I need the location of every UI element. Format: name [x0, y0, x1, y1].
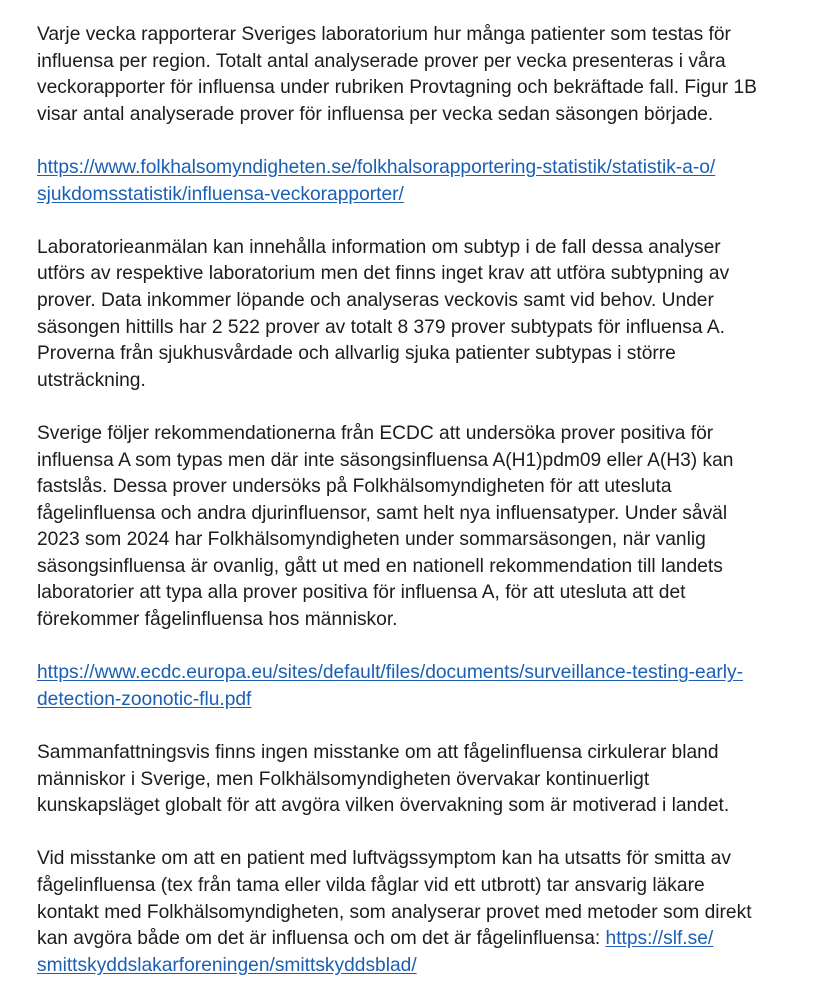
link-slf-smittskyddsblad[interactable]: https://slf.se/ [605, 928, 714, 950]
link-line[interactable]: https://www.ecdc.europa.eu/sites/default/files/documents/surveillance-testing-early- [37, 662, 744, 684]
text-line: kontakt med Folkhälsomyndigheten, som analyserar provet med metoder som direkt [37, 901, 752, 923]
text-line: Vid misstanke om att en patient med luftvägssymptom kan ha utsatts för smitta av [37, 848, 731, 870]
text-fragment: kan avgöra både om det är influensa och om det är fågelinfluensa: [37, 928, 606, 950]
link-ecdc-surveillance-pdf[interactable] [37, 660, 817, 713]
text-line: utsträckning. [37, 369, 146, 391]
text-line: fastslås. Dessa prover undersöks på Folkhälsomyndigheten för att utesluta [37, 476, 672, 498]
text-line: kunskapsläget globalt för att avgöra vilken övervakning som är motiverad i landet. [37, 795, 730, 817]
paragraph-subtyping [37, 235, 817, 395]
text-line: Sverige följer rekommendationerna från ECDC att undersöka prover positiva för [37, 422, 714, 444]
text-line: fågelinfluensa och andra djurinfluensor, samt helt nya influensatyper. Under såväl [37, 502, 728, 524]
link-line[interactable]: detection-zoonotic-flu.pdf [37, 688, 252, 710]
link-line[interactable]: sjukdomsstatistik/influensa-veckorapporter/ [37, 183, 404, 205]
paragraph-link-folkhalsomyndigheten [37, 155, 817, 208]
text-line: prover. Data inkommer löpande och analyseras veckovis samt vid behov. Under [37, 289, 714, 311]
text-line: Laboratorieanmälan kan innehålla information om subtyp i de fall dessa analyser [37, 236, 721, 258]
text-line: säsongsinfluensa är ovanlig, gått ut med en nationell rekommendation till landets [37, 555, 723, 577]
paragraph-suspected-case [37, 846, 817, 979]
text-line: säsongen hittills har 2 522 prover av totalt 8 379 prover subtypats för influensa A. [37, 316, 725, 338]
paragraph-ecdc-recommendations [37, 421, 817, 634]
text-line: veckorapporter för influensa under rubriken Provtagning och bekräftade fall. Figur 1B [37, 77, 757, 99]
paragraph-lab-reports [37, 22, 817, 128]
text-line: influensa A som typas men där inte säsongsinfluensa A(H1)pdm09 eller A(H3) kan [37, 449, 734, 471]
text-line: laboratorier att typa alla prover positiva för influensa A, för att utesluta att det [37, 582, 686, 604]
text-line: Varje vecka rapporterar Sveriges laboratorium hur många patienter som testas för [37, 24, 731, 45]
text-line: influensa per region. Totalt antal analyserade prover per vecka presenteras i våra [37, 50, 726, 72]
text-line: människor i Sverige, men Folkhälsomyndigheten övervakar kontinuerligt [37, 768, 650, 790]
text-line-with-link [37, 926, 817, 953]
text-line: utförs av respektive laboratorium men det finns inget krav att utföra subtypning av [37, 263, 730, 285]
article-body [37, 22, 817, 1006]
text-line: visar antal analyserade prover för influensa per vecka sedan säsongen började. [37, 103, 714, 125]
text-line: fågelinfluensa (tex från tama eller vilda fåglar vid ett utbrott) tar ansvarig läkare [37, 875, 705, 896]
paragraph-summary [37, 740, 817, 820]
text-line: Proverna från sjukhusvårdade och allvarlig sjuka patienter subtypas i större [37, 343, 676, 365]
text-line: 2023 som 2024 har Folkhälsomyndigheten under sommarsäsongen, när vanlig [37, 529, 706, 551]
text-line: Sammanfattningsvis finns ingen misstanke om att fågelinfluensa cirkulerar bland [37, 742, 719, 764]
link-influenza-weekly-reports[interactable] [37, 155, 817, 208]
paragraph-link-ecdc [37, 660, 817, 713]
text-line: förekommer fågelinfluensa hos människor. [37, 609, 398, 631]
link-line[interactable]: https://www.folkhalsomyndigheten.se/folkhalsorapportering-statistik/statistik-a-o/ [37, 156, 716, 178]
link-slf-smittskyddsblad-continued[interactable]: smittskyddslakarforeningen/smittskyddsblad/ [37, 954, 417, 976]
